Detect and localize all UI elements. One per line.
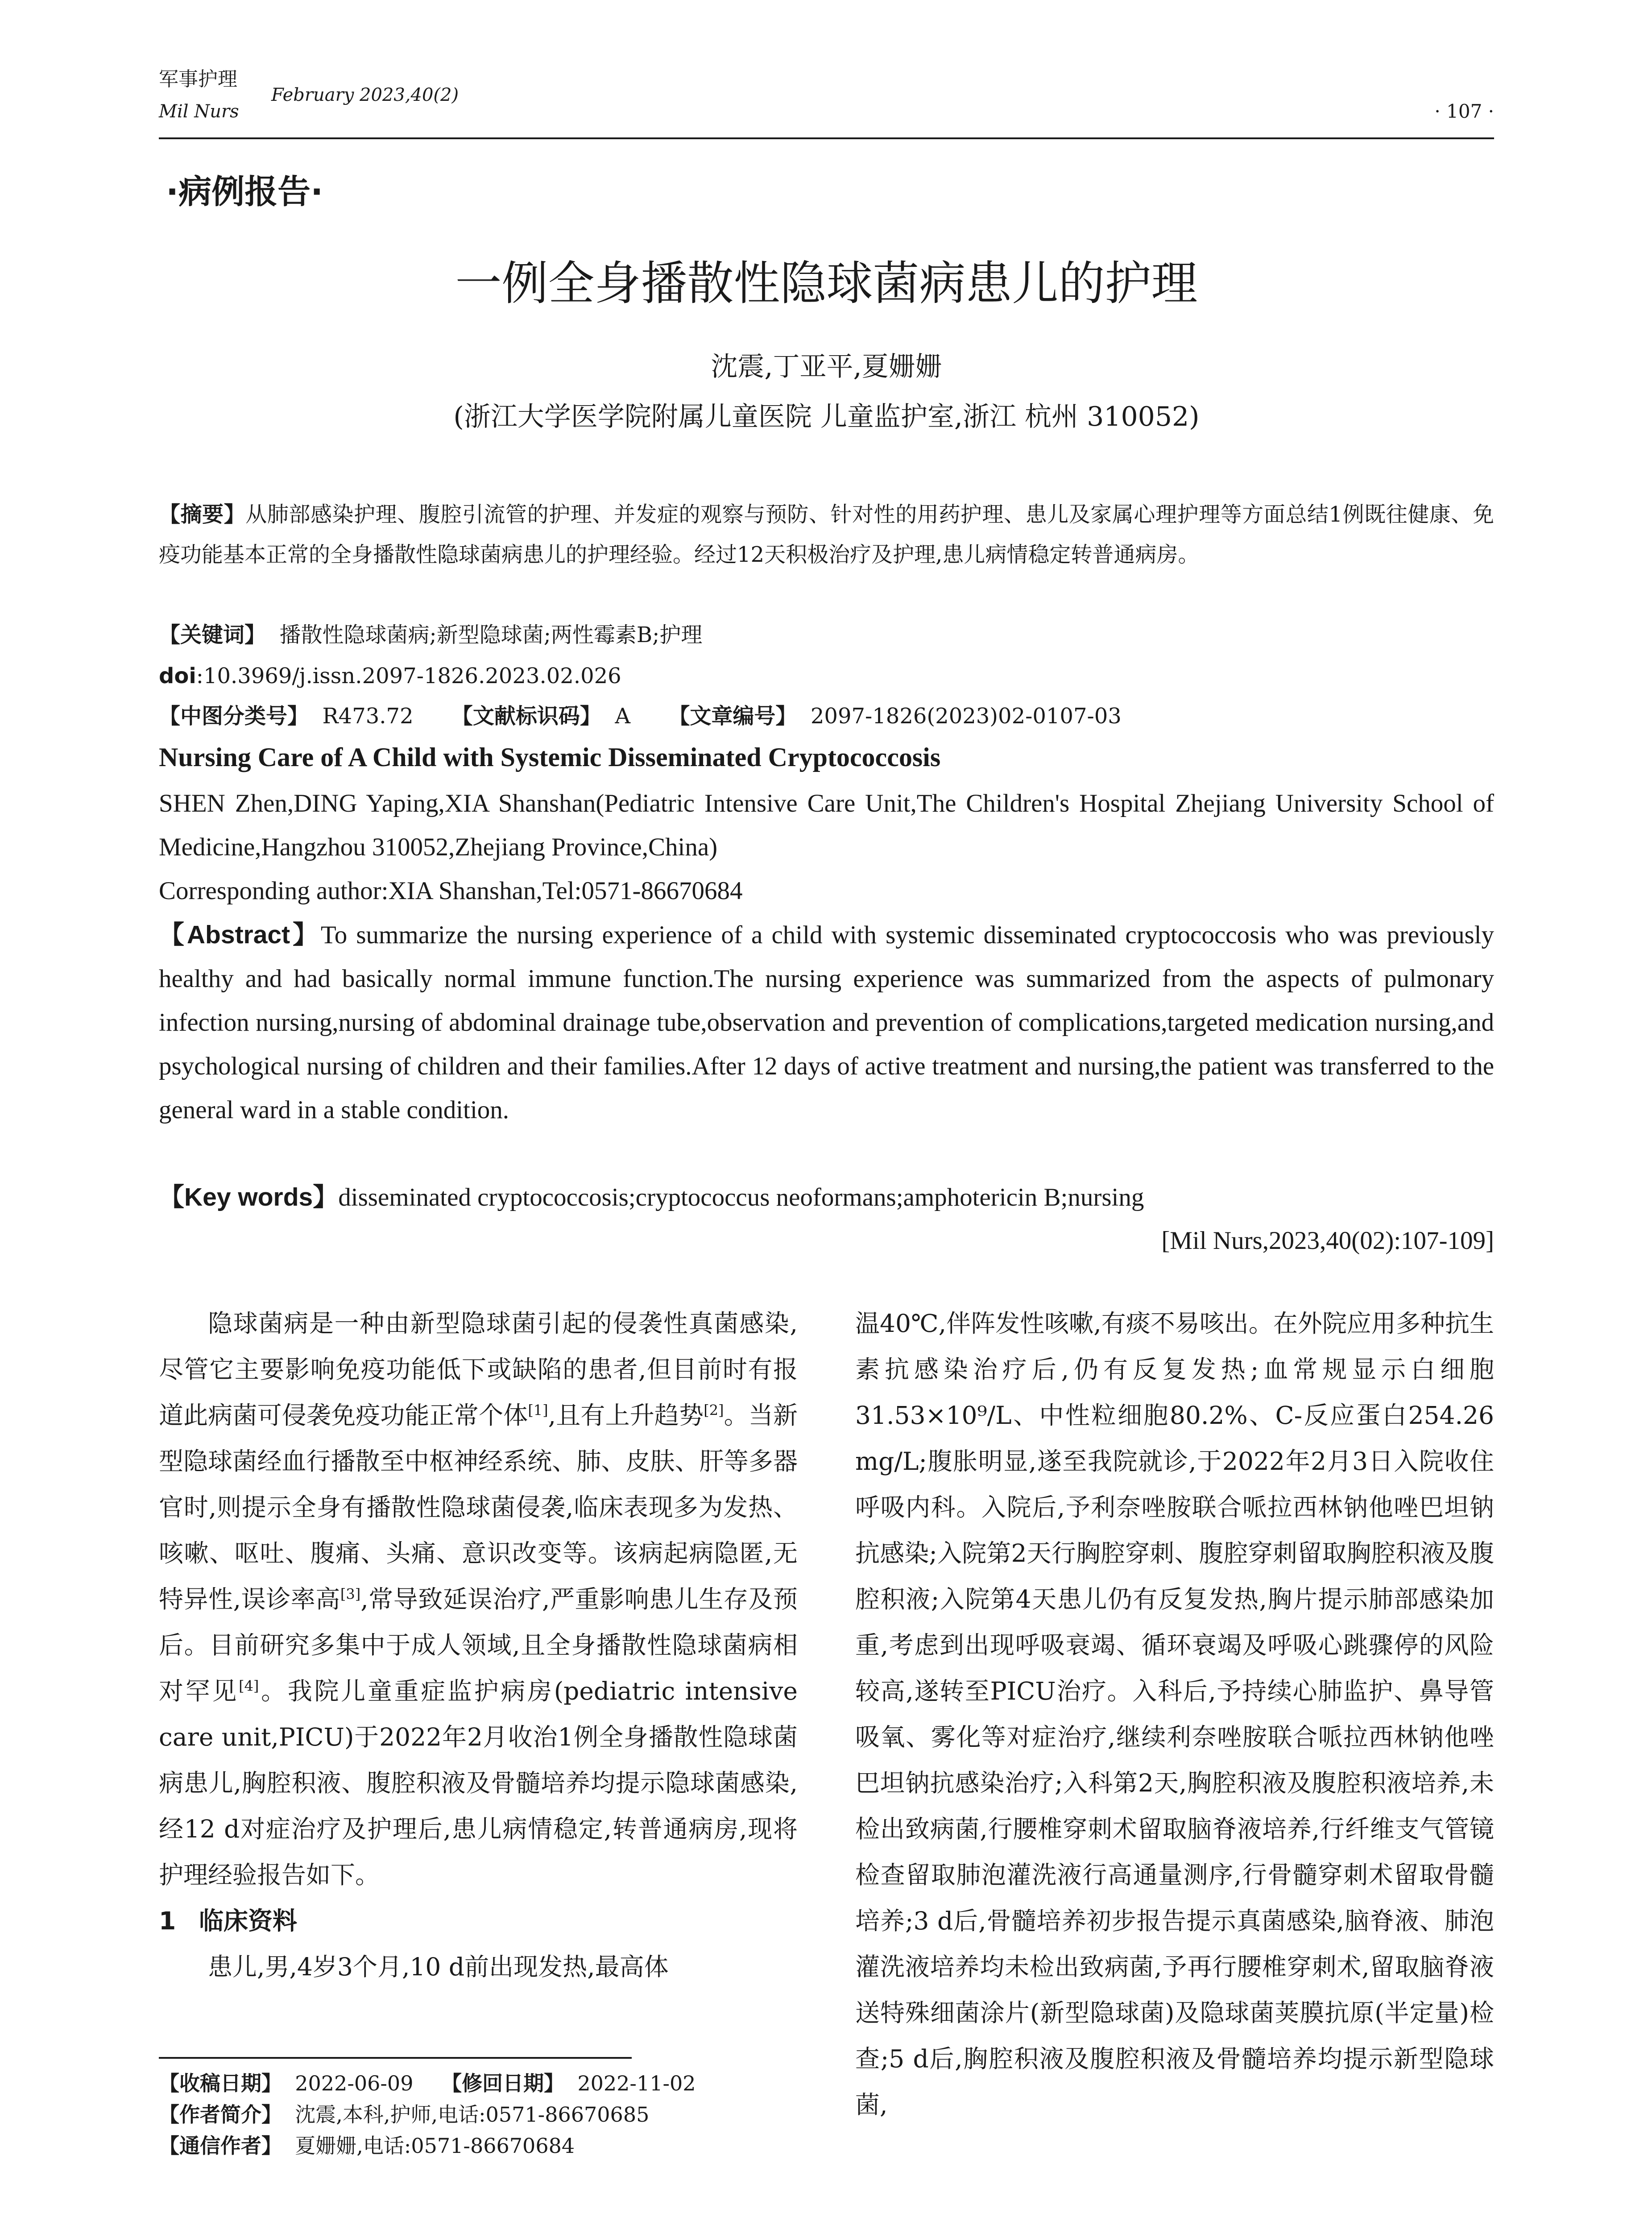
en-abstract-text: To summarize the nursing experience of a child with systemic disseminated cryptococcosis who was previously healthy and had basically normal immune function.The nursing experience was summarized from the aspects of pulmonary infection nursing,nursing of abdominal drainage tube,observation and prevention of complications,targeted medication nursing,and psychological nursing of children and their families.After 12 days of active treatment and nursing,the patient was transferred to the general ward in a stable condition.	[159, 921, 1494, 1124]
intro-text-d: ,常导致延误治疗,严重影响患儿生存及预后。目前研究多集中于成人领域,且全身播散性隐球菌病相对罕见	[159, 1585, 798, 1705]
case-paragraph: 患儿,男,4岁3个月,10 d前出现发热,最高体	[208, 1953, 669, 1981]
footnote-author-bio	[159, 2100, 798, 2129]
cn-abstract	[159, 494, 1494, 575]
clc-tag: 【中图分类号】	[159, 704, 309, 729]
received-date-tag: 【收稿日期】	[159, 2071, 282, 2095]
section-title: 临床资料	[199, 1907, 298, 1935]
reference-2[interactable]: [2]	[704, 1402, 724, 1419]
intro-text-b: ,且有上升趋势	[548, 1401, 704, 1430]
reference-4[interactable]: [4]	[239, 1677, 259, 1695]
intro-text-e: 。我院儿童重症监护病房(pediatric intensive care unit,PICU)于2022年2月收治1例全身播散性隐球菌病患儿,胸腔积液、腹腔积液及骨髓培养均提示隐球菌感染,经12 d对症治疗及护理后,患儿病情稳定,转普通病房,现将护理经验报告如下。	[159, 1677, 798, 1889]
issue-info: February 2023,40(2)	[271, 85, 459, 105]
revised-date-tag: 【修回日期】	[441, 2071, 565, 2095]
reference-3[interactable]: [3]	[340, 1585, 361, 1603]
affiliation: (浙江大学医学院附属儿童医院 儿童监护室,浙江 杭州 310052)	[453, 401, 1200, 432]
intro-text-a: 隐球菌病是一种由新型隐球菌引起的侵袭性真菌感染,尽管它主要影响免疫功能低下或缺陷的患者,但目前时有报道此病菌可侵袭免疫功能正常个体	[159, 1309, 798, 1430]
footnote-corresponding	[159, 2131, 798, 2161]
column-label: ·病例报告·	[166, 173, 323, 211]
body-left-column	[159, 1301, 798, 1990]
classification-line	[159, 696, 1494, 736]
received-date: 2022-06-09	[295, 2071, 414, 2095]
author-bio-tag: 【作者简介】	[159, 2102, 282, 2127]
revised-date: 2022-11-02	[577, 2071, 696, 2095]
en-abstract-tag: 【Abstract】	[159, 921, 321, 949]
doi-tag: doi	[159, 663, 196, 688]
en-authors: SHEN Zhen,DING Yaping,XIA Shanshan(Pediatric Intensive Care Unit,The Children's Hospital Zhejiang University School of Medicine,Hangzhou 310052,Zhejiang Province,China)	[159, 789, 1494, 861]
en-keywords-text: disseminated cryptococcosis;cryptococcus neoformans;amphotericin B;nursing	[338, 1183, 1144, 1211]
corresponding-tag: 【通信作者】	[159, 2134, 282, 2158]
en-corresponding-author: Corresponding author:XIA Shanshan,Tel:0571-86670684	[159, 877, 743, 905]
cn-keywords-text: 播散性隐球菌病;新型隐球菌;两性霉素B;护理	[279, 622, 703, 647]
en-keywords-tag: 【Key words】	[159, 1183, 339, 1211]
section-number: 1	[159, 1907, 176, 1935]
reference-1[interactable]: [1]	[528, 1402, 548, 1419]
intro-paragraph	[159, 1301, 798, 1898]
intro-text-c: 。当新型隐球菌经血行播散至中枢神经系统、肺、皮肤、肝等多器官时,则提示全身有播散性隐球菌侵袭,临床表现多为发热、咳嗽、呕吐、腹痛、头痛、意识改变等。该病起病隐匿,无特异性,误诊率高	[159, 1401, 798, 1613]
doc-code-tag: 【文献标识码】	[451, 704, 601, 729]
doi-value: :10.3969/j.issn.2097-1826.2023.02.026	[196, 663, 621, 688]
cn-abstract-text: 从肺部感染护理、腹腔引流管的护理、并发症的观察与预防、针对性的用药护理、患儿及家属心理护理等方面总结1例既往健康、免疫功能基本正常的全身播散性隐球菌病患儿的护理经验。经过12天积极治疗及护理,患儿病情稳定转普通病房。	[159, 502, 1494, 567]
case-continued-paragraph: 温40℃,伴阵发性咳嗽,有痰不易咳出。在外院应用多种抗生素抗感染治疗后,仍有反复发热;血常规显示白细胞31.53×10⁹/L、中性粒细胞80.2%、C-反应蛋白254.26 mg/L;腹胀明显,遂至我院就诊,于2022年2月3日入院收住呼吸内科。入院后,予利奈唑胺联合哌拉西林钠他唑巴坦钠抗感染;入院第2天行胸腔穿刺、腹腔穿刺留取胸腔积液及腹腔积液;入院第4天患儿仍有反复发热,胸片提示肺部感染加重,考虑到出现呼吸衰竭、循环衰竭及呼吸心跳骤停的风险较高,遂转至PICU治疗。入科后,予持续心肺监护、鼻导管吸氧、雾化等对症治疗,继续利奈唑胺联合哌拉西林钠他唑巴坦钠抗感染治疗;入科第2天,胸腔积液及腹腔积液培养,未检出致病菌,行腰椎穿刺术留取脑脊液培养,行纤维支气管镜检查留取肺泡灌洗液行高通量测序,行骨髓穿刺术留取骨髓培养;3 d后,骨髓培养初步报告提示真菌感染,脑脊液、肺泡灌洗液培养均未检出致病菌,予再行腰椎穿刺术,留取脑脊液送特殊细菌涂片(新型隐球菌)及隐球菌荚膜抗原(半定量)检查;5 d后,胸腔积液及腹腔积液及骨髓培养均提示新型隐球菌,	[855, 1309, 1495, 2119]
cn-abstract-tag: 【摘要】	[159, 502, 246, 527]
en-keywords	[159, 1175, 1494, 1219]
clc-value: R473.72	[322, 704, 414, 729]
cn-keywords	[159, 615, 1494, 655]
footnote-dates	[159, 2069, 798, 2098]
doc-code-value: A	[615, 704, 631, 729]
section-heading	[159, 1898, 798, 1944]
body-right-column	[855, 1301, 1494, 2128]
citation: [Mil Nurs,2023,40(02):107-109]	[1161, 1227, 1494, 1255]
author-list: 沈震,丁亚平,夏姗姗	[711, 351, 942, 382]
footnote-rule	[159, 2057, 632, 2059]
doi-line	[159, 656, 1494, 696]
header-rule	[159, 137, 1494, 139]
corresponding-info: 夏姗姗,电话:0571-86670684	[295, 2134, 575, 2158]
journal-name-cn: 军事护理	[159, 68, 237, 91]
article-no-value: 2097-1826(2023)02-0107-03	[810, 704, 1122, 729]
author-bio: 沈震,本科,护师,电话:0571-86670685	[295, 2102, 650, 2127]
en-abstract	[159, 913, 1494, 1132]
article-no-tag: 【文章编号】	[668, 704, 797, 729]
page-number: · 107 ·	[1434, 100, 1494, 122]
article-title: 一例全身播散性隐球菌病患儿的护理	[455, 256, 1198, 311]
journal-name-en: Mil Nurs	[159, 101, 239, 122]
en-title: Nursing Care of A Child with Systemic Disseminated Cryptococcosis	[159, 742, 941, 772]
cn-keywords-tag: 【关键词】	[159, 622, 266, 647]
